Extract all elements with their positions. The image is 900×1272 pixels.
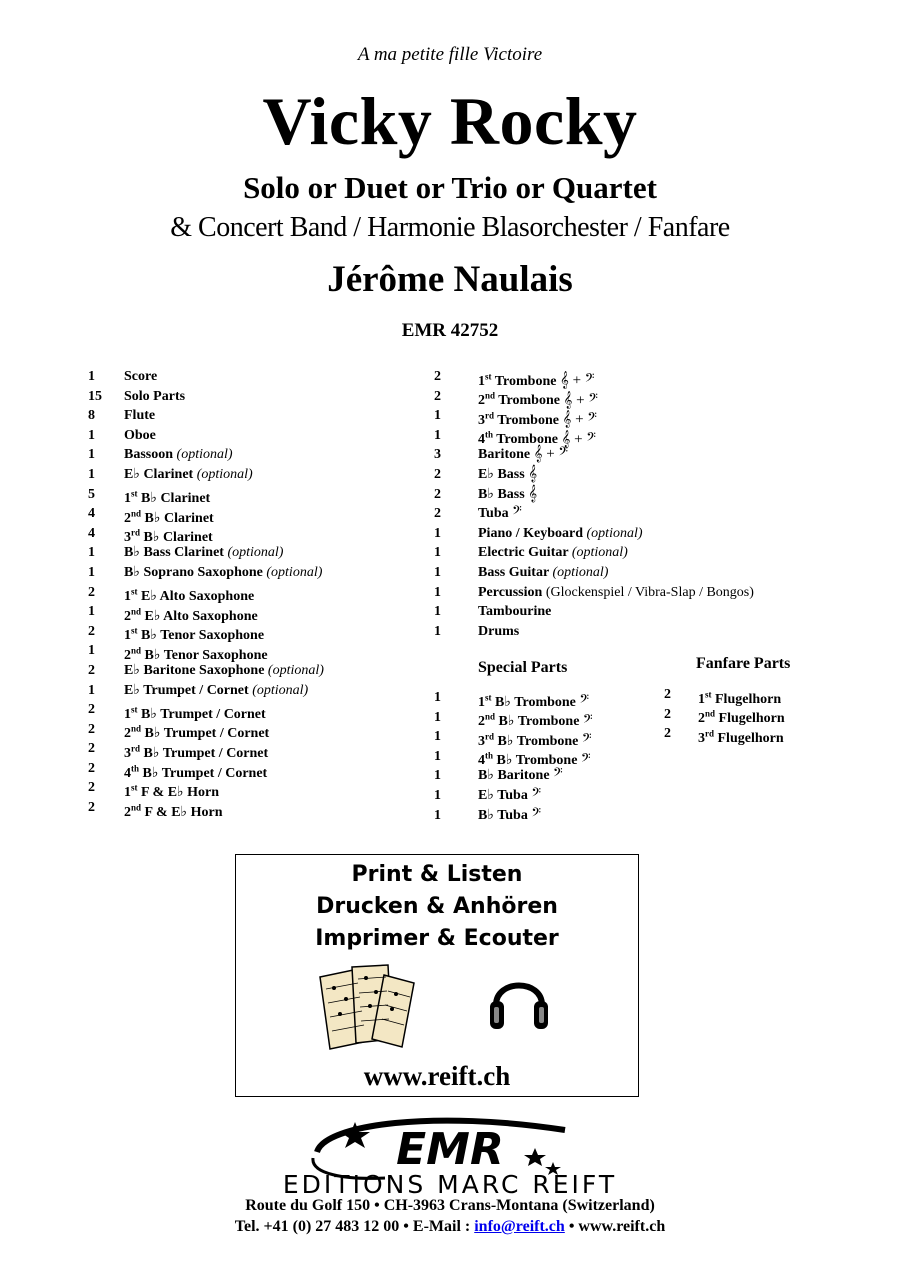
part-quantity: 1 [88, 604, 95, 620]
part-name-text: 1st B♭ Clarinet [124, 488, 211, 507]
clef-icon: 𝄢 [580, 752, 591, 769]
part-name-text: Baritone [478, 447, 531, 463]
optional-note: (optional) [196, 466, 253, 482]
part-detail: (Glockenspiel / Vibra-Slap / Bongos) [545, 584, 754, 600]
clef-icon: 𝄢 [531, 786, 541, 803]
part-name-text: 1st F & E♭ Horn [124, 782, 220, 801]
part-name-text: 2nd Flugelhorn [698, 708, 785, 727]
part-quantity: 2 [434, 466, 441, 482]
part-name-text: 2nd B♭ Tenor Saxophone [124, 645, 268, 663]
part-quantity: 1 [434, 584, 441, 600]
part-name [124, 661, 324, 681]
part-name [478, 622, 519, 642]
part-quantity: 4 [88, 506, 95, 522]
part-name [124, 681, 308, 701]
part-quantity: 2 [88, 662, 95, 678]
part-name-text: 3rd Flugelhorn [698, 728, 784, 746]
part-quantity: 5 [88, 486, 95, 502]
part-name-text: 1st E♭ Alto Saxophone [124, 586, 255, 605]
part-name-text: 2nd Trombone [478, 390, 560, 409]
part-quantity: 1 [88, 447, 95, 463]
part-quantity: 1 [434, 545, 441, 561]
clef-icon: 𝄞 + 𝄢 [563, 392, 598, 409]
part-name-text: 3rd Trombone [478, 410, 559, 428]
contact-web: • www.reift.ch [564, 1218, 666, 1235]
part-quantity: 1 [88, 427, 95, 443]
publisher-name: EDITIONS MARC REIFT [282, 1170, 618, 1199]
print-listen-box [235, 854, 639, 1097]
part-name-text: 3rd B♭ Trombone [478, 731, 579, 749]
part-name [478, 583, 754, 603]
part-quantity: 2 [434, 486, 441, 502]
optional-note: (optional) [267, 662, 324, 678]
part-name-text: 1st B♭ Trombone [478, 692, 576, 710]
part-quantity: 1 [88, 682, 95, 698]
part-name-text: Drums [478, 623, 520, 639]
part-quantity: 1 [434, 709, 441, 725]
optional-note: (optional) [571, 545, 628, 561]
part-quantity: 1 [88, 369, 95, 384]
part-quantity: 1 [434, 408, 441, 424]
optional-note: (optional) [252, 682, 309, 698]
clef-icon: 𝄢 [531, 806, 541, 823]
part-name [478, 543, 628, 563]
part-quantity: 8 [88, 408, 95, 424]
clef-icon: 𝄢 [581, 732, 592, 749]
part-quantity: 2 [88, 760, 95, 776]
optional-note: (optional) [176, 447, 233, 463]
part-quantity: 1 [434, 427, 441, 443]
subtitle-instrumentation: Solo or Duet or Trio or Quartet [243, 170, 657, 205]
part-quantity: 1 [434, 729, 441, 745]
part-name [478, 445, 568, 465]
part-name [124, 406, 155, 426]
part-name-text: Oboe [124, 427, 156, 443]
part-name-text: 3rd B♭ Trumpet / Cornet [124, 743, 269, 761]
part-name [124, 798, 223, 822]
part-name-text: Electric Guitar [478, 545, 569, 561]
special-parts-heading: Special Parts [478, 659, 568, 676]
part-name-text: 4th Trombone [478, 429, 558, 448]
clef-icon: 𝄞 + 𝄢 [561, 431, 596, 448]
part-name-text: E♭ Trumpet / Cornet [124, 682, 249, 698]
part-name-text: 3rd B♭ Clarinet [124, 527, 213, 546]
part-quantity: 2 [434, 388, 441, 404]
promo-url[interactable]: www.reift.ch [363, 1061, 511, 1091]
part-name-text: B♭ Tuba [478, 807, 528, 823]
part-name [124, 426, 156, 446]
clef-icon: 𝄞 + 𝄢 [562, 411, 597, 428]
part-quantity: 1 [434, 604, 441, 620]
title: Vicky Rocky [262, 83, 638, 159]
part-quantity: 2 [434, 369, 441, 384]
part-name-text: B♭ Baritone [478, 768, 550, 784]
publisher-contact [0, 1218, 900, 1236]
part-quantity: 1 [434, 623, 441, 639]
part-quantity: 2 [88, 584, 95, 600]
part-name-text: B♭ Bass Clarinet [124, 545, 224, 561]
part-name-text: 1st Trombone [478, 371, 557, 389]
part-name-text: 4th B♭ Trumpet / Cornet [124, 762, 268, 781]
optional-note: (optional) [552, 564, 609, 580]
clef-icon: 𝄞 [528, 465, 538, 482]
headphones-icon [488, 965, 550, 1035]
dedication: A ma petite fille Victoire [357, 44, 543, 65]
part-quantity: 2 [88, 741, 95, 757]
part-name [478, 504, 522, 524]
part-quantity: 2 [88, 800, 95, 816]
publisher-address: Route du Golf 150 • CH-3963 Crans-Montana (Switzerland) [245, 1197, 655, 1214]
part-name-text: E♭ Clarinet [124, 466, 194, 482]
part-quantity: 1 [434, 787, 441, 803]
optional-note: (optional) [586, 525, 643, 541]
clef-icon: 𝄢 [553, 767, 563, 784]
part-name-text: E♭ Baritone Saxophone [124, 662, 265, 678]
part-quantity: 1 [88, 643, 95, 659]
part-quantity: 1 [88, 466, 95, 482]
sheet-music-icon [318, 963, 418, 1053]
optional-note: (optional) [266, 564, 323, 580]
clef-icon: 𝄞 [528, 485, 538, 502]
subtitle-band: & Concert Band / Harmonie Blasorchester / Fanfare [170, 212, 730, 243]
part-name [124, 445, 233, 465]
part-name-text: Flute [124, 408, 156, 424]
part-name-text: 1st B♭ Trumpet / Cornet [124, 704, 266, 722]
part-quantity: 1 [434, 748, 441, 764]
part-name-text: 2nd B♭ Clarinet [124, 508, 214, 526]
part-quantity: 1 [434, 807, 441, 823]
promo-line-3: Imprimer & Ecouter [315, 926, 559, 951]
part-quantity: 2 [88, 702, 95, 718]
part-name [478, 465, 537, 485]
part-name-text: Tuba [478, 506, 509, 522]
clef-icon: 𝄢 [579, 693, 590, 710]
composer: Jérôme Naulais [327, 259, 573, 300]
part-quantity: 1 [434, 564, 441, 580]
optional-note: (optional) [227, 545, 284, 561]
part-name-text: Score [124, 369, 158, 384]
clef-icon: 𝄢 [582, 713, 593, 730]
promo-line-1: Print & Listen [351, 862, 523, 887]
part-name [478, 485, 537, 505]
part-quantity: 1 [434, 690, 441, 705]
part-quantity: 2 [434, 506, 441, 522]
part-name-text: Piano / Keyboard [478, 525, 584, 541]
part-name-text: Tambourine [478, 604, 552, 620]
part-name [124, 563, 322, 583]
part-name-text: 2nd E♭ Alto Saxophone [124, 606, 258, 624]
part-name [124, 465, 253, 485]
part-name-text: 2nd B♭ Trombone [478, 711, 580, 730]
part-quantity: 2 [88, 623, 95, 639]
clef-icon: 𝄞 + 𝄢 [559, 372, 595, 389]
part-name [478, 524, 643, 544]
part-quantity: 1 [88, 564, 95, 580]
part-quantity: 1 [434, 525, 441, 541]
part-name [124, 367, 157, 387]
part-name-text: 1st B♭ Tenor Saxophone [124, 625, 265, 644]
part-name [124, 543, 283, 563]
part-quantity: 4 [88, 525, 95, 541]
part-name-text: 1st Flugelhorn [698, 689, 782, 707]
part-name [478, 602, 551, 622]
part-quantity: 1 [434, 768, 441, 784]
part-name-text: B♭ Bass [478, 486, 525, 502]
part-name-text: Solo Parts [124, 388, 186, 404]
fanfare-parts-heading: Fanfare Parts [696, 655, 791, 672]
catalog-number: EMR 42752 [401, 320, 499, 341]
contact-phone: Tel. +41 (0) 27 483 12 00 • E-Mail : [234, 1218, 475, 1235]
emr-logo-text: EMR [396, 1124, 504, 1175]
part-name [478, 766, 563, 786]
part-name-text: 2nd B♭ Trumpet / Cornet [124, 723, 270, 742]
part-quantity: 15 [88, 388, 102, 404]
part-name-text: Bassoon [124, 447, 174, 463]
part-name [698, 724, 784, 748]
clef-icon: 𝄢 [512, 505, 522, 522]
part-quantity: 1 [88, 545, 95, 561]
part-quantity: 2 [664, 706, 671, 722]
part-quantity: 2 [664, 726, 671, 742]
email-link[interactable]: info@reift.ch [474, 1218, 565, 1235]
part-quantity: 2 [664, 687, 671, 702]
part-quantity: 2 [88, 780, 95, 796]
part-name-text: 2nd F & E♭ Horn [124, 802, 223, 820]
part-name-text: E♭ Tuba [478, 787, 528, 803]
part-name [478, 786, 541, 806]
part-name-text: 4th B♭ Trombone [478, 750, 578, 769]
part-name [478, 806, 541, 826]
part-name-text: Percussion [478, 584, 543, 600]
promo-line-2: Drucken & Anhören [316, 894, 558, 919]
part-quantity: 3 [434, 447, 441, 463]
part-name [124, 387, 185, 407]
part-name-text: E♭ Bass [478, 466, 525, 482]
part-name [478, 563, 608, 583]
clef-icon: 𝄞 + 𝄢 [533, 446, 569, 463]
part-name-text: B♭ Soprano Saxophone [124, 564, 263, 580]
part-name-text: Bass Guitar [478, 564, 549, 580]
part-quantity: 2 [88, 721, 95, 737]
